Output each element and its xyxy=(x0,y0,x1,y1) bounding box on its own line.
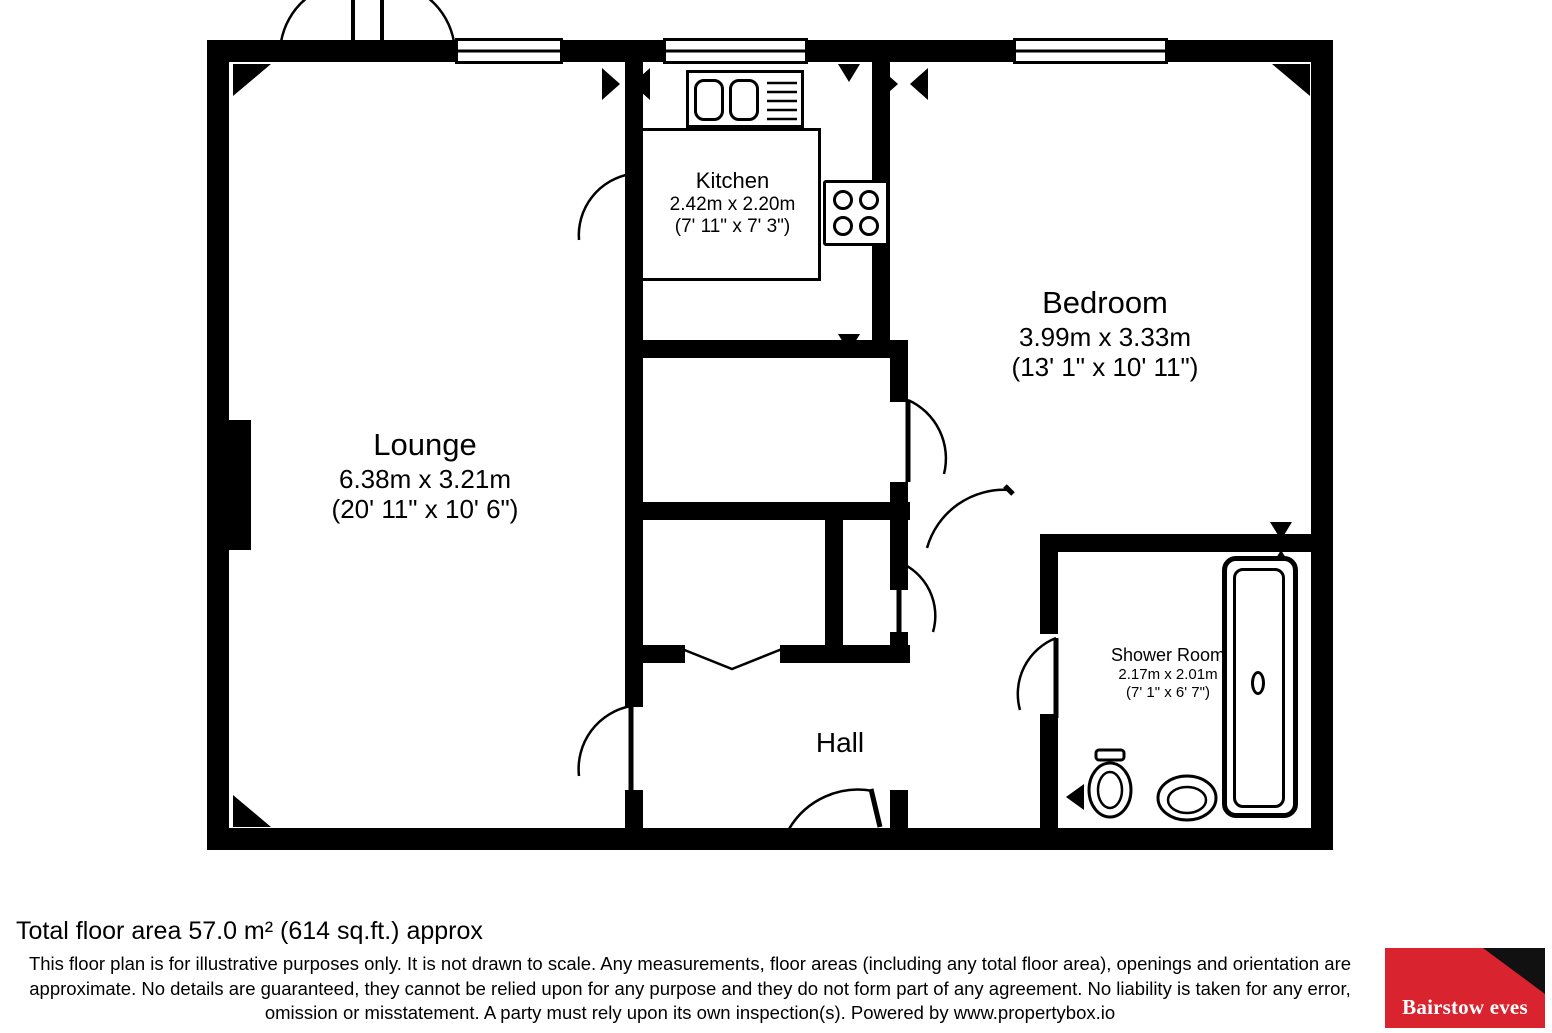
room-label-hall xyxy=(750,726,930,759)
marker-kitchen-left xyxy=(600,66,622,102)
wash-basin-icon xyxy=(1155,772,1219,824)
wall-kitchen-bottom xyxy=(625,340,908,358)
room-imperial-lounge: (20' 11" x 10' 6") xyxy=(331,494,519,525)
toilet-icon xyxy=(1082,748,1138,820)
door-hall-mid xyxy=(905,486,1020,556)
marker-bedroom-left xyxy=(878,66,900,102)
window-bedroom-top xyxy=(1013,38,1168,64)
marker-lounge-bottom-left xyxy=(231,793,275,829)
marker-kitchen-right xyxy=(630,66,652,102)
brand-logo xyxy=(1385,948,1545,1028)
wall-hall-bedroom-bottom xyxy=(890,790,908,830)
room-label-kitchen xyxy=(620,168,845,239)
wall-store-bottom-left xyxy=(625,645,685,663)
kitchen-sink-icon xyxy=(686,70,804,128)
door-lounge-french xyxy=(275,0,460,60)
room-label-shower-room xyxy=(1068,645,1268,702)
wall-lounge-divider-2 xyxy=(625,262,643,352)
room-name-bedroom: Bedroom xyxy=(1042,285,1168,320)
room-label-bedroom xyxy=(960,285,1250,383)
wall-store-vertical xyxy=(825,502,843,657)
room-name-lounge: Lounge xyxy=(373,427,477,462)
door-store-cupboard xyxy=(885,560,945,645)
wall-outer-left xyxy=(207,40,229,850)
wall-shower-hall xyxy=(1040,534,1058,634)
room-name-shower-room: Shower Room xyxy=(1110,645,1226,665)
room-name-kitchen: Kitchen xyxy=(695,168,770,193)
marker-kitchen-top-stub xyxy=(836,62,862,84)
wall-lounge-divider-3 xyxy=(625,352,643,502)
marker-kitchen-bottom-stub xyxy=(836,332,862,354)
room-label-lounge xyxy=(280,427,570,525)
room-imperial-bedroom: (13' 1" x 10' 11") xyxy=(1011,352,1199,383)
wall-store-bottom-right xyxy=(780,645,910,663)
brand-name: Bairstow eves xyxy=(1402,995,1528,1019)
marker-bedroom-top-right xyxy=(1268,62,1312,98)
room-imperial-shower-room: (7' 1" x 6' 7") xyxy=(1126,683,1210,701)
door-shower-room xyxy=(1008,632,1068,727)
room-metric-shower-room: 2.17m x 2.01m xyxy=(1118,666,1218,684)
door-entrance xyxy=(785,785,890,835)
window-lounge-top xyxy=(455,38,563,64)
door-lounge xyxy=(573,700,643,800)
marker-lounge-top-left xyxy=(231,62,275,98)
logo-corner-shape xyxy=(1483,948,1545,994)
room-metric-bedroom: 3.99m x 3.33m xyxy=(1019,321,1191,352)
wall-lounge-divider-4 xyxy=(625,502,643,657)
room-name-hall: Hall xyxy=(815,727,865,758)
wall-pier-left xyxy=(229,420,251,550)
total-floor-area: Total floor area 57.0 m² (614 sq.ft.) approx xyxy=(16,917,483,945)
marker-bedroom-left-2 xyxy=(908,66,930,102)
room-metric-kitchen: 2.42m x 2.20m xyxy=(669,193,796,215)
wall-outer-right xyxy=(1311,40,1333,850)
marker-shower-right-top xyxy=(1268,520,1294,542)
door-bedroom xyxy=(890,398,960,488)
disclaimer-text: This floor plan is for illustrative purposes only. It is not drawn to scale. Any measurements, floor areas (including any total floor area), openings and orientation are approximate. No details are guaranteed, they cannot be relied upon for any purpose and they do not form part of any agreement. No liability is taken for any error, omission or misstatement. A party must rely upon its own inspection(s). Powered by www.propertybox.io xyxy=(28,953,1352,1024)
kitchen-worktop-bottom xyxy=(625,278,821,281)
room-imperial-kitchen: (7' 11" x 7' 3") xyxy=(674,216,791,238)
wall-shower-hall-2 xyxy=(1040,714,1058,834)
opening-hall-store xyxy=(680,645,785,675)
wall-outer-bottom xyxy=(207,828,1333,850)
wall-store-top xyxy=(625,502,910,520)
kitchen-worktop-left xyxy=(625,128,821,131)
room-metric-lounge: 6.38m x 3.21m xyxy=(339,463,511,494)
window-kitchen-top xyxy=(663,38,808,64)
